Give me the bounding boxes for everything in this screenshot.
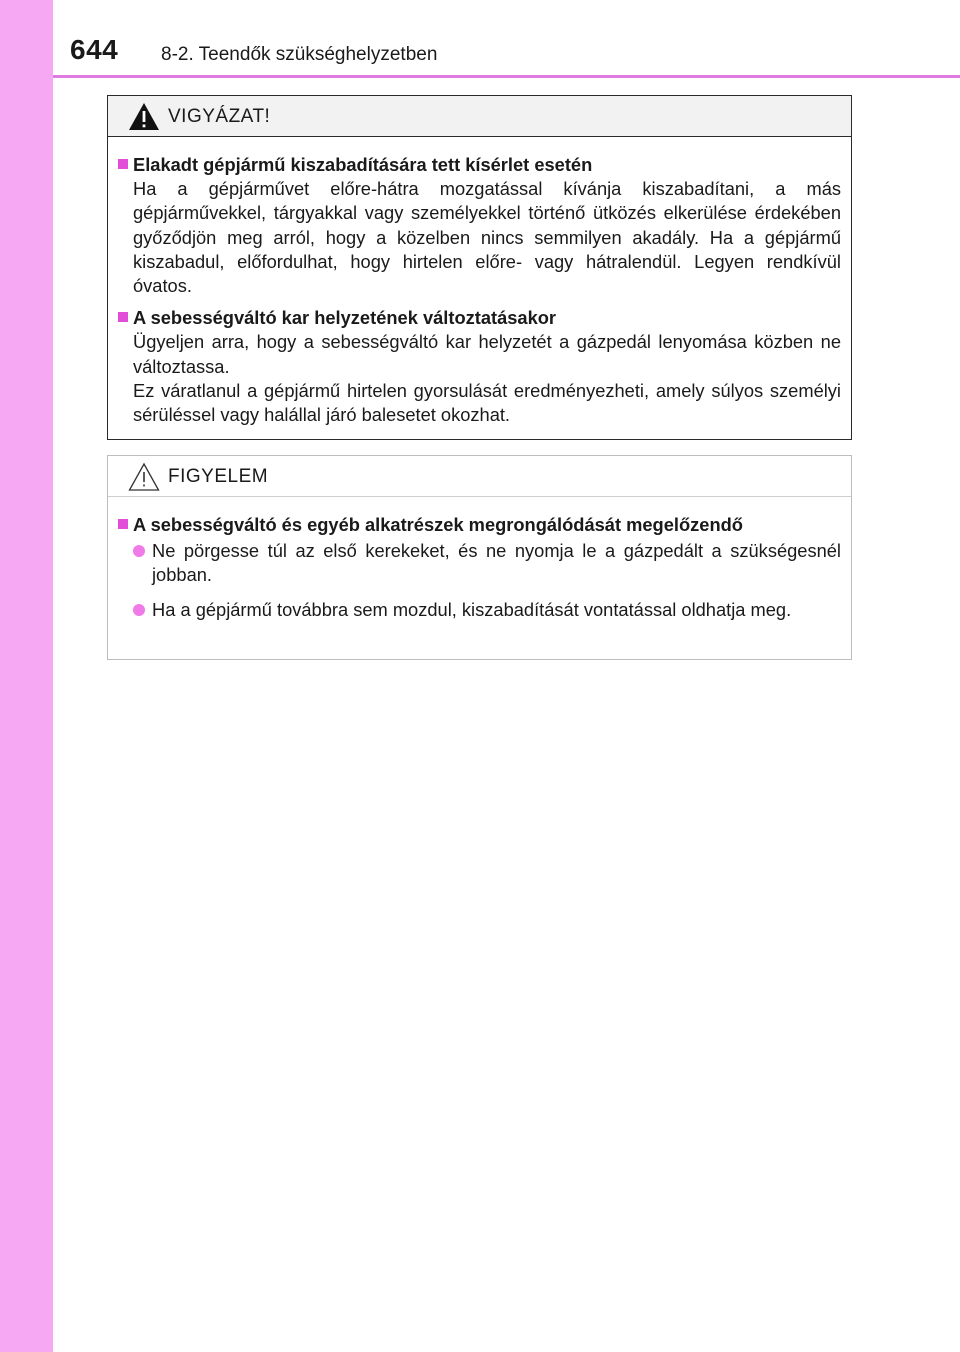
warning-box-body: [108, 137, 851, 427]
warning-item-paragraph: Ha a gépjárművet előre-hátra mozgatással kívánja kiszabadítani, a más gépjárművekkel, tárgyakkal vagy személyekkel történő ütközés elkerülése érdekében győződjön meg arról, hogy a közelben nincs semmilyen akadály. Ha a gépjármű kiszabadul, előfordulhat, hogy hirtelen előre- vagy hátralendül. Legyen rendkívül óvatos.: [133, 178, 841, 297]
warning-item-heading: A sebességváltó kar helyzetének változtatásakor: [118, 306, 841, 330]
warning-box-header: [108, 96, 851, 137]
warning-item-paragraph: Ügyeljen arra, hogy a sebességváltó kar helyzetét a gázpedál lenyomása közben ne változtassa.: [133, 331, 841, 377]
warning-box-title: VIGYÁZAT!: [168, 106, 271, 127]
notice-item-heading: A sebességváltó és egyéb alkatrészek megrongálódását megelőzendő: [118, 513, 841, 537]
warning-box: [107, 95, 852, 440]
round-bullet-icon: [133, 545, 145, 557]
notice-bullet-item: Ha a gépjármű továbbra sem mozdul, kiszabadítását vontatással oldhatja meg.: [118, 598, 841, 622]
header-divider: [53, 75, 960, 78]
warning-triangle-filled-icon: [128, 102, 160, 132]
notice-bullet-item: Ne pörgesse túl az első kerekeket, és ne nyomja le a gázpedált a szükségesnél jobban.: [118, 539, 841, 587]
square-bullet-icon: [118, 159, 128, 169]
section-title: 8-2. Teendők szükséghelyzetben: [161, 44, 438, 65]
notice-box: [107, 455, 852, 660]
warning-triangle-outline-icon: [128, 462, 160, 492]
notice-box-header: [108, 456, 851, 497]
warning-item-paragraph: Ez váratlanul a gépjármű hirtelen gyorsulását eredményezheti, amely súlyos személyi sérüléssel vagy halállal járó balesetet okozhat.: [133, 379, 841, 426]
square-bullet-icon: [118, 312, 128, 322]
page-number: 644: [70, 34, 119, 65]
warning-item-heading: Elakadt gépjármű kiszabadítására tett kísérlet esetén: [118, 153, 841, 177]
notice-box-body: [108, 497, 851, 622]
square-bullet-icon: [118, 519, 128, 529]
round-bullet-icon: [133, 604, 145, 616]
notice-box-title: FIGYELEM: [168, 466, 269, 487]
side-color-band: [0, 0, 53, 1352]
